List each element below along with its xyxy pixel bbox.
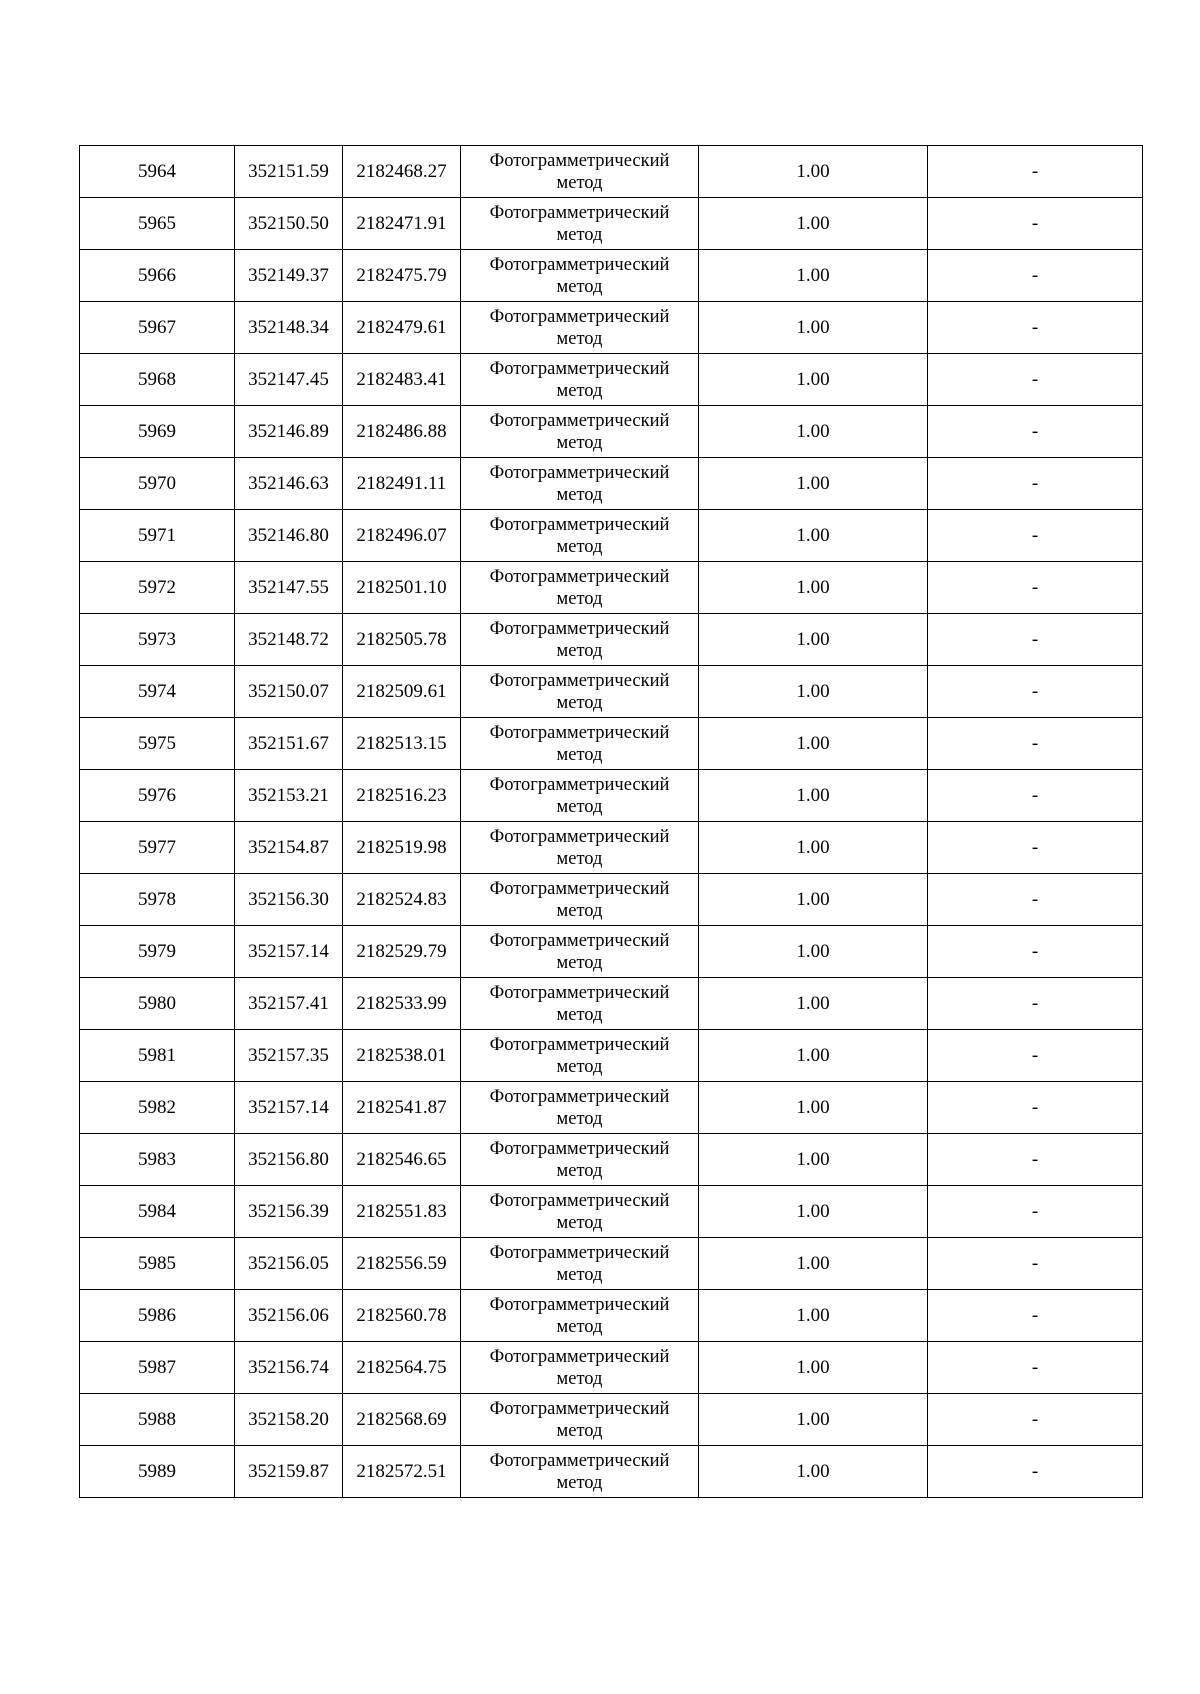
accuracy-cell: 1.00 [699, 1394, 928, 1446]
method-text: Фотограмметрический метод [489, 982, 670, 1025]
note-cell: - [928, 1446, 1143, 1498]
method-cell [461, 1394, 699, 1446]
note-cell: - [928, 666, 1143, 718]
note-cell: - [928, 978, 1143, 1030]
x-coordinate-cell: 352156.05 [235, 1238, 343, 1290]
note-cell: - [928, 562, 1143, 614]
x-coordinate-cell: 352157.35 [235, 1030, 343, 1082]
y-coordinate-cell: 2182475.79 [343, 250, 461, 302]
x-coordinate-cell: 352146.89 [235, 406, 343, 458]
table-row [80, 978, 1143, 1030]
table-row [80, 822, 1143, 874]
coordinates-table [79, 145, 1143, 1498]
y-coordinate-cell: 2182524.83 [343, 874, 461, 926]
note-cell: - [928, 1186, 1143, 1238]
point-number-cell: 5987 [80, 1342, 235, 1394]
note-cell: - [928, 1342, 1143, 1394]
point-number-cell: 5972 [80, 562, 235, 614]
method-cell [461, 302, 699, 354]
point-number-cell: 5986 [80, 1290, 235, 1342]
accuracy-cell: 1.00 [699, 1238, 928, 1290]
method-text: Фотограмметрический метод [489, 1294, 670, 1337]
table-body [80, 146, 1143, 1498]
point-number-cell: 5977 [80, 822, 235, 874]
note-cell: - [928, 146, 1143, 198]
y-coordinate-cell: 2182491.11 [343, 458, 461, 510]
accuracy-cell: 1.00 [699, 770, 928, 822]
point-number-cell: 5969 [80, 406, 235, 458]
accuracy-cell: 1.00 [699, 614, 928, 666]
y-coordinate-cell: 2182556.59 [343, 1238, 461, 1290]
accuracy-cell: 1.00 [699, 1134, 928, 1186]
table-row [80, 1446, 1143, 1498]
x-coordinate-cell: 352158.20 [235, 1394, 343, 1446]
method-text: Фотограмметрический метод [489, 1190, 670, 1233]
method-cell [461, 1290, 699, 1342]
accuracy-cell: 1.00 [699, 666, 928, 718]
method-text: Фотограмметрический метод [489, 1138, 670, 1181]
method-text: Фотограмметрический метод [489, 930, 670, 973]
accuracy-cell: 1.00 [699, 1342, 928, 1394]
x-coordinate-cell: 352154.87 [235, 822, 343, 874]
y-coordinate-cell: 2182479.61 [343, 302, 461, 354]
method-cell [461, 198, 699, 250]
method-text: Фотограмметрический метод [489, 826, 670, 869]
table-row [80, 1134, 1143, 1186]
method-text: Фотограмметрический метод [489, 878, 670, 921]
method-cell [461, 822, 699, 874]
accuracy-cell: 1.00 [699, 1186, 928, 1238]
accuracy-cell: 1.00 [699, 1082, 928, 1134]
table-row [80, 354, 1143, 406]
table-row [80, 562, 1143, 614]
accuracy-cell: 1.00 [699, 406, 928, 458]
y-coordinate-cell: 2182541.87 [343, 1082, 461, 1134]
table-row [80, 198, 1143, 250]
table-row [80, 666, 1143, 718]
y-coordinate-cell: 2182486.88 [343, 406, 461, 458]
accuracy-cell: 1.00 [699, 458, 928, 510]
note-cell: - [928, 1290, 1143, 1342]
table-row [80, 1238, 1143, 1290]
method-text: Фотограмметрический метод [489, 722, 670, 765]
table-row [80, 770, 1143, 822]
y-coordinate-cell: 2182468.27 [343, 146, 461, 198]
y-coordinate-cell: 2182519.98 [343, 822, 461, 874]
note-cell: - [928, 406, 1143, 458]
table-row [80, 1082, 1143, 1134]
table-row [80, 510, 1143, 562]
y-coordinate-cell: 2182509.61 [343, 666, 461, 718]
x-coordinate-cell: 352150.07 [235, 666, 343, 718]
y-coordinate-cell: 2182516.23 [343, 770, 461, 822]
accuracy-cell: 1.00 [699, 250, 928, 302]
note-cell: - [928, 458, 1143, 510]
accuracy-cell: 1.00 [699, 1030, 928, 1082]
method-cell [461, 1446, 699, 1498]
note-cell: - [928, 198, 1143, 250]
point-number-cell: 5966 [80, 250, 235, 302]
y-coordinate-cell: 2182501.10 [343, 562, 461, 614]
y-coordinate-cell: 2182572.51 [343, 1446, 461, 1498]
method-cell [461, 1082, 699, 1134]
x-coordinate-cell: 352156.06 [235, 1290, 343, 1342]
point-number-cell: 5978 [80, 874, 235, 926]
method-cell [461, 146, 699, 198]
x-coordinate-cell: 352146.63 [235, 458, 343, 510]
accuracy-cell: 1.00 [699, 302, 928, 354]
y-coordinate-cell: 2182546.65 [343, 1134, 461, 1186]
method-text: Фотограмметрический метод [489, 774, 670, 817]
y-coordinate-cell: 2182533.99 [343, 978, 461, 1030]
x-coordinate-cell: 352157.14 [235, 1082, 343, 1134]
accuracy-cell: 1.00 [699, 562, 928, 614]
note-cell: - [928, 510, 1143, 562]
accuracy-cell: 1.00 [699, 198, 928, 250]
x-coordinate-cell: 352153.21 [235, 770, 343, 822]
accuracy-cell: 1.00 [699, 874, 928, 926]
table-row [80, 302, 1143, 354]
note-cell: - [928, 874, 1143, 926]
x-coordinate-cell: 352146.80 [235, 510, 343, 562]
note-cell: - [928, 822, 1143, 874]
method-cell [461, 718, 699, 770]
y-coordinate-cell: 2182560.78 [343, 1290, 461, 1342]
method-text: Фотограмметрический метод [489, 150, 670, 193]
x-coordinate-cell: 352157.41 [235, 978, 343, 1030]
x-coordinate-cell: 352156.80 [235, 1134, 343, 1186]
method-cell [461, 1238, 699, 1290]
point-number-cell: 5968 [80, 354, 235, 406]
method-text: Фотограмметрический метод [489, 1242, 670, 1285]
point-number-cell: 5982 [80, 1082, 235, 1134]
x-coordinate-cell: 352147.45 [235, 354, 343, 406]
method-text: Фотограмметрический метод [489, 462, 670, 505]
point-number-cell: 5988 [80, 1394, 235, 1446]
x-coordinate-cell: 352156.30 [235, 874, 343, 926]
x-coordinate-cell: 352148.34 [235, 302, 343, 354]
method-text: Фотограмметрический метод [489, 254, 670, 297]
method-cell [461, 510, 699, 562]
y-coordinate-cell: 2182564.75 [343, 1342, 461, 1394]
point-number-cell: 5970 [80, 458, 235, 510]
method-cell [461, 978, 699, 1030]
y-coordinate-cell: 2182505.78 [343, 614, 461, 666]
x-coordinate-cell: 352149.37 [235, 250, 343, 302]
table-row [80, 146, 1143, 198]
method-cell [461, 614, 699, 666]
note-cell: - [928, 1238, 1143, 1290]
method-cell [461, 458, 699, 510]
note-cell: - [928, 1134, 1143, 1186]
accuracy-cell: 1.00 [699, 718, 928, 770]
method-text: Фотограмметрический метод [489, 358, 670, 401]
y-coordinate-cell: 2182496.07 [343, 510, 461, 562]
x-coordinate-cell: 352150.50 [235, 198, 343, 250]
method-text: Фотограмметрический метод [489, 1346, 670, 1389]
accuracy-cell: 1.00 [699, 146, 928, 198]
method-text: Фотограмметрический метод [489, 618, 670, 661]
x-coordinate-cell: 352148.72 [235, 614, 343, 666]
point-number-cell: 5974 [80, 666, 235, 718]
method-text: Фотограмметрический метод [489, 202, 670, 245]
method-text: Фотограмметрический метод [489, 1034, 670, 1077]
point-number-cell: 5975 [80, 718, 235, 770]
table-row [80, 250, 1143, 302]
method-text: Фотограмметрический метод [489, 306, 670, 349]
point-number-cell: 5965 [80, 198, 235, 250]
table-row [80, 1394, 1143, 1446]
x-coordinate-cell: 352151.59 [235, 146, 343, 198]
point-number-cell: 5983 [80, 1134, 235, 1186]
table-row [80, 1290, 1143, 1342]
accuracy-cell: 1.00 [699, 1446, 928, 1498]
method-cell [461, 874, 699, 926]
method-cell [461, 354, 699, 406]
method-cell [461, 1134, 699, 1186]
accuracy-cell: 1.00 [699, 822, 928, 874]
note-cell: - [928, 354, 1143, 406]
note-cell: - [928, 614, 1143, 666]
point-number-cell: 5989 [80, 1446, 235, 1498]
x-coordinate-cell: 352157.14 [235, 926, 343, 978]
x-coordinate-cell: 352147.55 [235, 562, 343, 614]
y-coordinate-cell: 2182529.79 [343, 926, 461, 978]
note-cell: - [928, 1082, 1143, 1134]
method-cell [461, 926, 699, 978]
method-cell [461, 406, 699, 458]
x-coordinate-cell: 352159.87 [235, 1446, 343, 1498]
point-number-cell: 5971 [80, 510, 235, 562]
table-row [80, 874, 1143, 926]
y-coordinate-cell: 2182483.41 [343, 354, 461, 406]
note-cell: - [928, 770, 1143, 822]
accuracy-cell: 1.00 [699, 510, 928, 562]
point-number-cell: 5984 [80, 1186, 235, 1238]
method-cell [461, 1030, 699, 1082]
table-row [80, 458, 1143, 510]
point-number-cell: 5964 [80, 146, 235, 198]
table-row [80, 926, 1143, 978]
method-cell [461, 770, 699, 822]
note-cell: - [928, 718, 1143, 770]
accuracy-cell: 1.00 [699, 926, 928, 978]
table-row [80, 1186, 1143, 1238]
point-number-cell: 5985 [80, 1238, 235, 1290]
table-row [80, 614, 1143, 666]
method-text: Фотограмметрический метод [489, 1086, 670, 1129]
accuracy-cell: 1.00 [699, 1290, 928, 1342]
method-text: Фотограмметрический метод [489, 514, 670, 557]
note-cell: - [928, 250, 1143, 302]
point-number-cell: 5979 [80, 926, 235, 978]
y-coordinate-cell: 2182471.91 [343, 198, 461, 250]
point-number-cell: 5980 [80, 978, 235, 1030]
table-row [80, 1030, 1143, 1082]
note-cell: - [928, 302, 1143, 354]
method-cell [461, 1342, 699, 1394]
note-cell: - [928, 1394, 1143, 1446]
table-row [80, 406, 1143, 458]
table-row [80, 1342, 1143, 1394]
table-row [80, 718, 1143, 770]
note-cell: - [928, 1030, 1143, 1082]
y-coordinate-cell: 2182513.15 [343, 718, 461, 770]
y-coordinate-cell: 2182568.69 [343, 1394, 461, 1446]
y-coordinate-cell: 2182538.01 [343, 1030, 461, 1082]
note-cell: - [928, 926, 1143, 978]
method-text: Фотограмметрический метод [489, 670, 670, 713]
method-cell [461, 562, 699, 614]
method-cell [461, 666, 699, 718]
x-coordinate-cell: 352156.74 [235, 1342, 343, 1394]
x-coordinate-cell: 352156.39 [235, 1186, 343, 1238]
y-coordinate-cell: 2182551.83 [343, 1186, 461, 1238]
point-number-cell: 5973 [80, 614, 235, 666]
point-number-cell: 5976 [80, 770, 235, 822]
accuracy-cell: 1.00 [699, 978, 928, 1030]
method-text: Фотограмметрический метод [489, 1450, 670, 1493]
method-cell [461, 1186, 699, 1238]
method-cell [461, 250, 699, 302]
method-text: Фотограмметрический метод [489, 1398, 670, 1441]
method-text: Фотограмметрический метод [489, 410, 670, 453]
point-number-cell: 5981 [80, 1030, 235, 1082]
x-coordinate-cell: 352151.67 [235, 718, 343, 770]
accuracy-cell: 1.00 [699, 354, 928, 406]
method-text: Фотограмметрический метод [489, 566, 670, 609]
point-number-cell: 5967 [80, 302, 235, 354]
